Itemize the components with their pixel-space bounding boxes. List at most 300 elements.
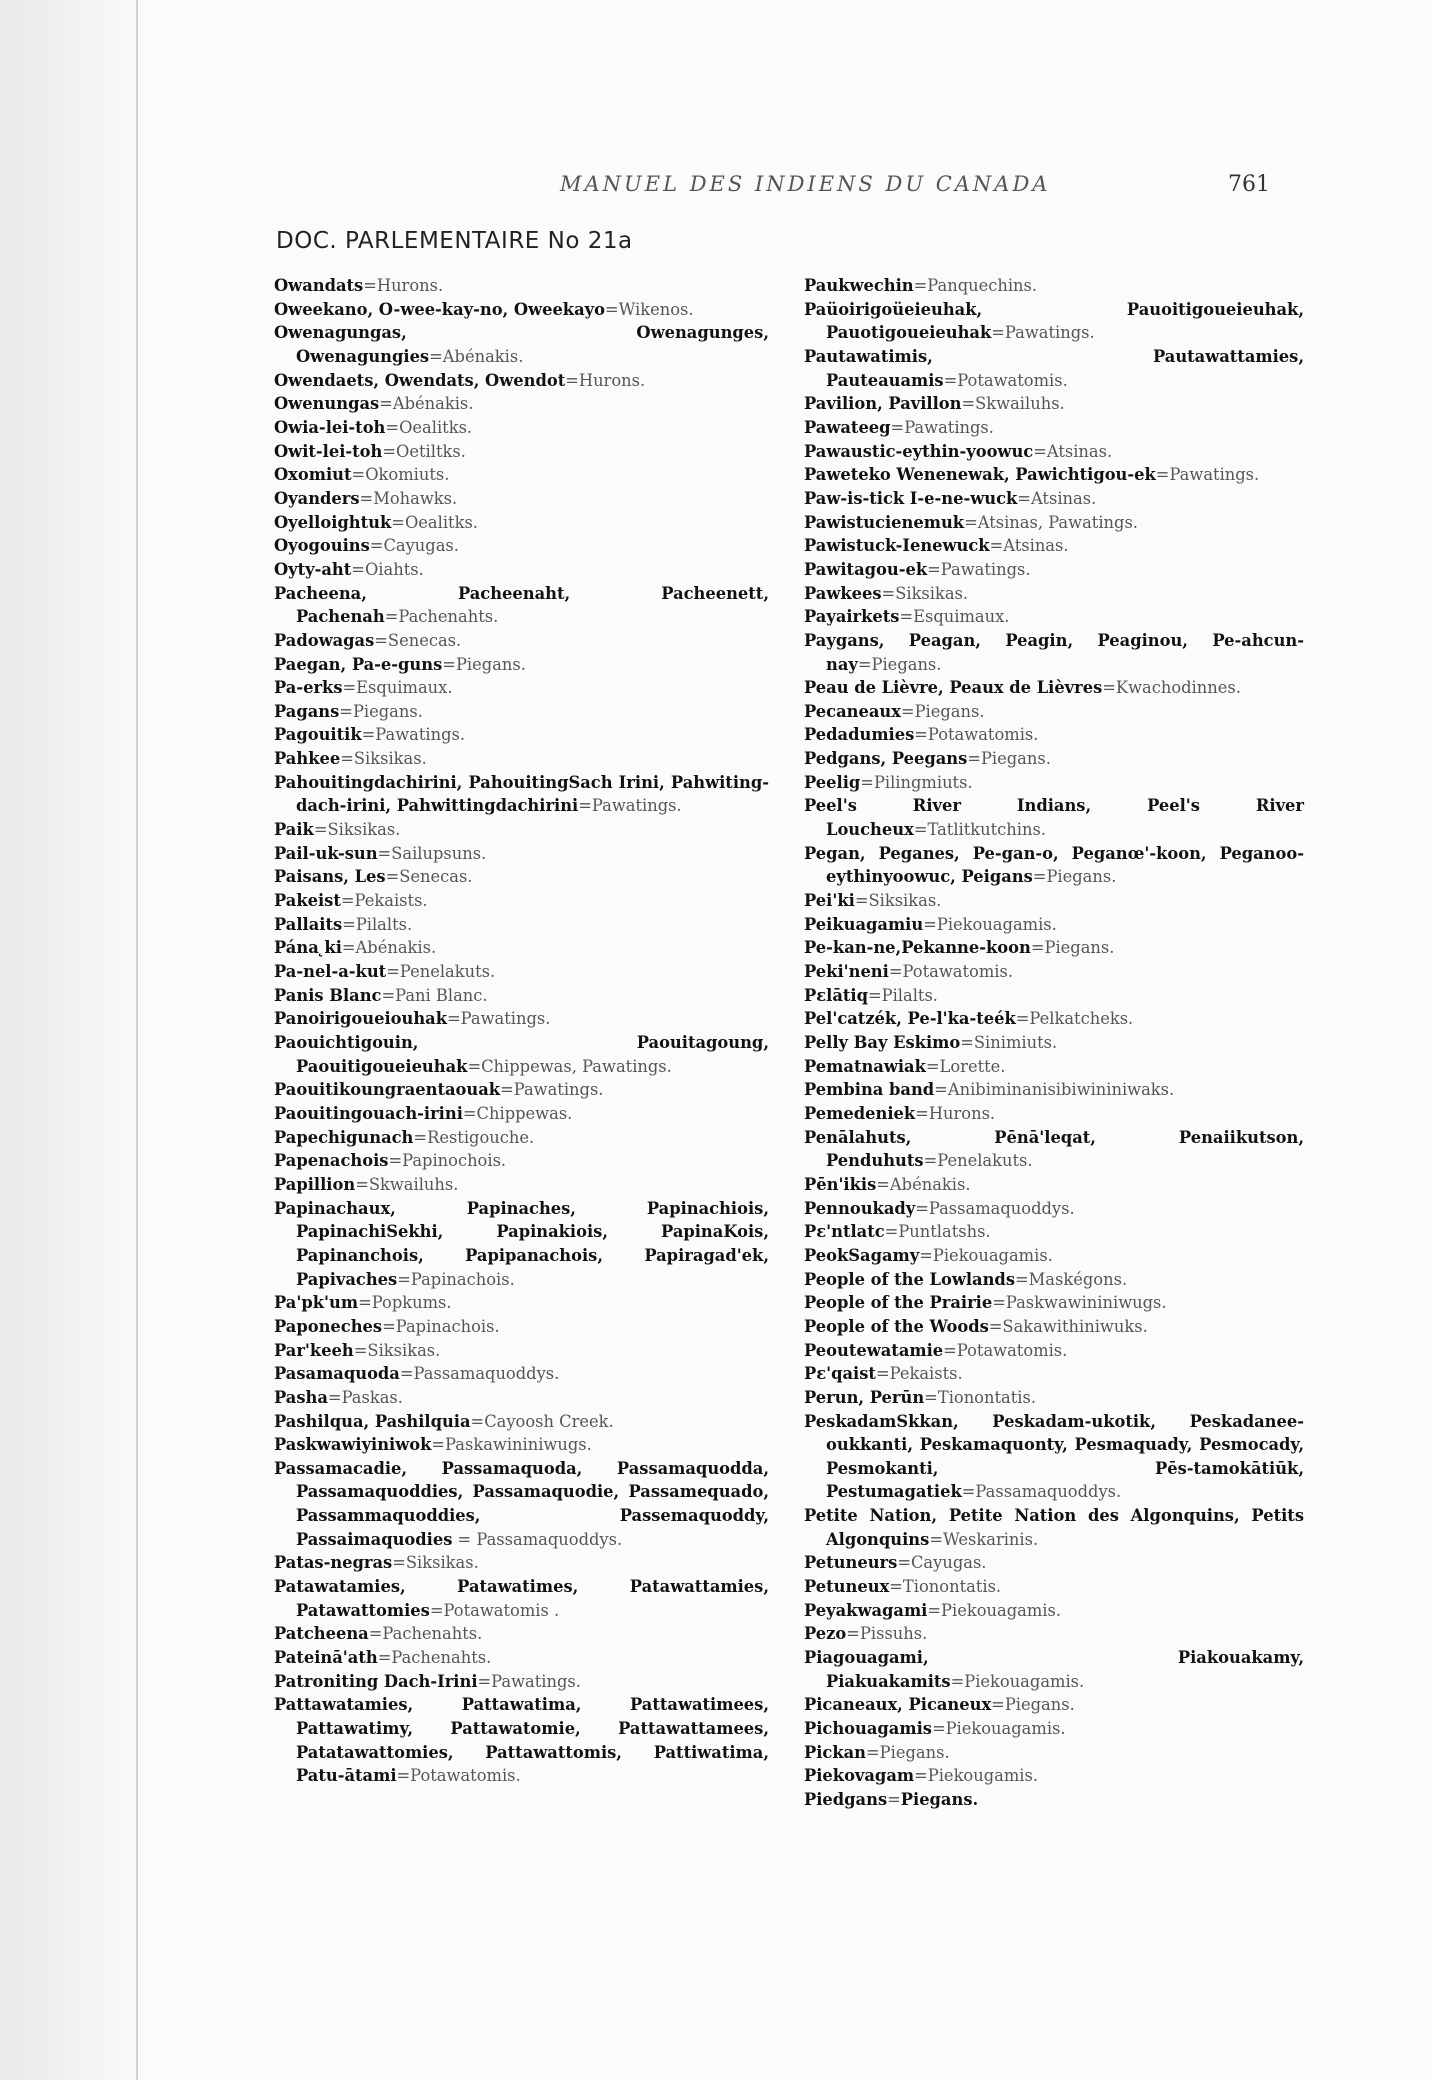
entry-reference: Potawatomis. <box>927 725 1039 745</box>
entry-term: Pa-erks <box>274 678 343 698</box>
entry-term: Peelig <box>804 772 861 792</box>
entry-term: Pawistucienemuk <box>804 512 965 532</box>
entry-term: Paüoirigoüeieuhak, Pauoitigoueieuhak, Pauotigoueieuhak <box>804 299 1304 343</box>
equals-sign: = <box>929 1529 943 1549</box>
index-entry <box>274 747 769 771</box>
equals-sign: = <box>351 465 366 485</box>
entry-term: Passamacadie, Passamaquoda, Passamaquodda, Passamaquoddies, Passamaquodie, Passamequado, Passammaquoddies, Passemaquoddy, Passaimaquodies <box>274 1458 769 1549</box>
equals-sign: = <box>875 1364 890 1384</box>
entry-term: Piekovagam <box>804 1766 915 1786</box>
entry-reference: Potawatomis. <box>410 1766 521 1786</box>
equals-sign: = <box>467 1056 482 1076</box>
index-entry <box>274 984 769 1008</box>
entry-term: Patroniting Dach-Irini <box>274 1671 478 1691</box>
entry-reference: Chippewas, Pawatings. <box>481 1056 672 1076</box>
equals-sign: = <box>377 843 392 863</box>
equals-sign: = <box>388 1151 403 1171</box>
entry-term: Pavilion, Pavillon <box>804 394 962 414</box>
entry-term: Pemedeniek <box>804 1103 916 1123</box>
entry-term: Pawateeg <box>804 417 891 437</box>
index-entry <box>804 1717 1304 1741</box>
entry-reference: Abénakis. <box>355 938 437 958</box>
equals-sign: = <box>934 1080 948 1100</box>
entry-reference: Potawatomis. <box>957 370 1068 390</box>
equals-sign: = <box>379 394 393 414</box>
index-entry <box>804 1599 1304 1623</box>
entry-reference: Siksikas. <box>895 583 969 603</box>
index-entry <box>804 723 1304 747</box>
entry-reference: Sakawithiniwuks. <box>1002 1316 1148 1336</box>
entry-term: Pallaits <box>274 914 343 934</box>
index-entry <box>804 889 1304 913</box>
entry-reference: Puntlatshs. <box>898 1222 991 1242</box>
index-entry <box>804 416 1304 440</box>
entry-reference: Abénakis. <box>889 1174 971 1194</box>
entry-reference: Passamaquoddys. <box>476 1529 623 1549</box>
equals-sign: = <box>363 276 377 295</box>
equals-sign: = <box>991 323 1005 343</box>
equals-sign: = <box>452 1529 477 1549</box>
entry-reference: Mohawks. <box>373 488 458 508</box>
entry-term: Pawitagou-ek <box>804 559 928 579</box>
index-entry <box>274 298 769 322</box>
equals-sign: = <box>857 654 872 674</box>
entry-reference: Popkums. <box>371 1293 452 1313</box>
equals-sign: = <box>1033 441 1047 461</box>
entry-reference: Pilalts. <box>355 914 413 934</box>
index-entry <box>804 1788 1304 1812</box>
equals-sign: = <box>854 891 869 911</box>
equals-sign: = <box>943 1340 957 1360</box>
entry-term: PeskadamSkkan, Peskadam-ukotik, Peskadanee-oukkanti, Peskamaquonty, Pesmaquady, Pesmocady, Pesmokanti, Pēs-tamokātiūk, Pestumagatiek <box>804 1411 1304 1502</box>
entry-reference: Senecas. <box>399 867 473 887</box>
index-entry <box>274 534 769 558</box>
entry-term: Owit-lei-toh <box>274 441 383 461</box>
entry-term: Owia-lei-toh <box>274 417 386 437</box>
equals-sign: = <box>351 559 365 579</box>
equals-sign: = <box>897 1553 911 1573</box>
entry-term: Oxomiut <box>274 465 352 485</box>
index-entry <box>804 1622 1304 1646</box>
index-entry <box>804 392 1304 416</box>
equals-sign: = <box>961 1482 976 1502</box>
entry-reference: Esquimaux. <box>356 678 453 698</box>
entry-term: Pematnawiak <box>804 1056 926 1076</box>
entry-reference: Siksikas. <box>367 1340 441 1360</box>
entry-term: Pautawatimis, Pautawattamies, Pauteauamis <box>804 346 1304 390</box>
index-entry <box>274 653 769 677</box>
entry-reference: Abénakis. <box>392 394 474 414</box>
entry-term: Payairkets <box>804 607 900 627</box>
entry-term: Paskwawiyiniwok <box>274 1435 432 1455</box>
entry-reference: Weskarinis. <box>942 1529 1039 1549</box>
index-column-left <box>274 274 769 1788</box>
equals-sign: = <box>565 370 579 390</box>
entry-term: Pezo <box>804 1624 847 1644</box>
equals-sign: = <box>967 749 981 769</box>
index-entry <box>804 1102 1304 1126</box>
index-entry <box>804 1007 1304 1031</box>
page-number: 761 <box>1228 172 1270 197</box>
equals-sign: = <box>950 1671 965 1691</box>
equals-sign: = <box>391 512 405 532</box>
equals-sign: = <box>382 441 397 461</box>
index-entry <box>274 511 769 535</box>
index-entry <box>804 1055 1304 1079</box>
equals-sign: = <box>442 654 456 674</box>
equals-sign: = <box>353 1340 368 1360</box>
index-entry <box>804 842 1304 889</box>
index-entry <box>274 1173 769 1197</box>
entry-term: Pichouagamis <box>804 1719 932 1739</box>
entry-term: Petuneurs <box>804 1553 898 1573</box>
index-entry <box>274 1315 769 1339</box>
equals-sign: = <box>988 1316 1003 1336</box>
index-entry <box>274 1031 769 1078</box>
entry-term: Petuneux <box>804 1577 890 1597</box>
index-entry <box>804 1362 1304 1386</box>
index-entry <box>804 274 1304 298</box>
entry-term: Pickan <box>804 1742 867 1762</box>
entry-reference: Pilalts. <box>881 985 938 1005</box>
index-entry <box>804 1031 1304 1055</box>
entry-reference: Pachenahts. <box>398 607 499 627</box>
equals-sign: = <box>399 1364 414 1384</box>
entry-term: Oyogouins <box>274 536 370 556</box>
index-entry <box>804 1575 1304 1599</box>
index-entry <box>274 629 769 653</box>
equals-sign: = <box>342 914 356 934</box>
index-entry <box>274 865 769 889</box>
equals-sign: = <box>881 583 896 603</box>
entry-reference: Papinochois. <box>402 1151 507 1171</box>
index-entry <box>804 605 1304 629</box>
index-entry <box>274 1362 769 1386</box>
entry-reference: Chippewas. <box>476 1103 573 1123</box>
equals-sign: = <box>989 536 1004 556</box>
equals-sign: = <box>900 701 915 721</box>
entry-reference: Cayoosh Creek. <box>484 1411 614 1431</box>
index-entry <box>804 582 1304 606</box>
index-entry <box>804 676 1304 700</box>
index-entry <box>804 747 1304 771</box>
index-entry <box>804 440 1304 464</box>
entry-term: Pagouitik <box>274 725 362 745</box>
entry-term: Papillion <box>274 1174 356 1194</box>
entry-reference: Pekaists. <box>354 891 428 911</box>
entry-reference: Passamaquoddys. <box>975 1482 1122 1502</box>
entry-term: Papechigunach <box>274 1127 414 1147</box>
index-entry <box>274 700 769 724</box>
entry-reference: Piekouagamis. <box>964 1671 1085 1691</box>
index-entry <box>274 369 769 393</box>
entry-reference: Piekouagamis. <box>932 1245 1053 1265</box>
index-entry <box>804 984 1304 1008</box>
entry-reference: Hurons. <box>928 1103 996 1123</box>
equals-sign: = <box>327 1387 342 1407</box>
index-entry <box>274 558 769 582</box>
equals-sign: = <box>890 417 905 437</box>
entry-term: Paweteko Wenenewak, Pawichtigou-ek <box>804 465 1156 485</box>
entry-term: Paukwechin <box>804 276 914 295</box>
index-entry <box>804 1291 1304 1315</box>
equals-sign: = <box>397 1269 411 1289</box>
equals-sign: = <box>385 417 400 437</box>
entry-reference: Hurons. <box>578 370 646 390</box>
entry-reference: Pawatings. <box>491 1671 581 1691</box>
equals-sign: = <box>381 985 396 1005</box>
entry-term: Peau de Lièvre, Peaux de Lièvres <box>804 678 1103 698</box>
entry-reference: Pawatings. <box>904 417 994 437</box>
entry-reference: Piegans. <box>455 654 526 674</box>
index-entry <box>804 1220 1304 1244</box>
entry-reference: Pawatings. <box>1169 465 1260 485</box>
entry-reference: Papinachois. <box>395 1316 500 1336</box>
entry-term: Pawkees <box>804 583 882 603</box>
index-entry <box>274 723 769 747</box>
index-entry <box>274 1410 769 1434</box>
entry-reference: Pekaists. <box>889 1364 963 1384</box>
equals-sign: = <box>846 1624 860 1644</box>
equals-sign: = <box>961 394 976 414</box>
equals-sign: = <box>358 1293 372 1313</box>
entry-term: Pasha <box>274 1387 328 1407</box>
equals-sign: = <box>359 488 374 508</box>
index-entry <box>804 1315 1304 1339</box>
equals-sign: = <box>876 1174 890 1194</box>
entry-reference: Oiahts. <box>364 559 424 579</box>
entry-reference: Pawatings. <box>1004 323 1095 343</box>
equals-sign: = <box>964 512 978 532</box>
entry-term: People of the Lowlands <box>804 1269 1015 1289</box>
index-entry <box>274 1646 769 1670</box>
entry-reference: Oealitks. <box>399 417 473 437</box>
entry-reference: Kwachodinnes. <box>1115 678 1241 698</box>
entry-term: Pe-kan-ne,Pekanne-koon <box>804 938 1031 958</box>
entry-term: Pelly Bay Eskimo <box>804 1033 961 1052</box>
entry-reference: Pani Blanc. <box>395 985 488 1005</box>
entry-term: PeokSagamy <box>804 1245 920 1265</box>
entry-term: Pecaneaux <box>804 701 901 721</box>
entry-reference: Paskawininiwugs. <box>445 1435 592 1455</box>
entry-reference: Anibiminanisibiwininiwaks. <box>947 1080 1175 1100</box>
entry-term: Pa'pk'um <box>274 1293 359 1313</box>
equals-sign: = <box>923 914 937 934</box>
entry-reference: Restigouche. <box>427 1127 535 1147</box>
equals-sign: = <box>887 1790 901 1809</box>
equals-sign: = <box>914 1766 928 1786</box>
index-entry <box>274 1126 769 1150</box>
index-entry <box>274 1622 769 1646</box>
index-entry <box>274 1102 769 1126</box>
entry-reference: Piekouagamis. <box>945 1719 1066 1739</box>
equals-sign: = <box>413 1127 428 1147</box>
entry-reference: Cayugas. <box>910 1553 987 1573</box>
entry-reference: Panquechins. <box>927 276 1038 295</box>
entry-term: Piagouagami, Piakouakamy, Piakuakamits <box>804 1648 1304 1691</box>
equals-sign: = <box>339 701 353 721</box>
index-entry <box>274 1457 769 1552</box>
entry-reference: Lorette. <box>939 1056 1006 1076</box>
equals-sign: = <box>341 938 356 958</box>
entry-reference: Atsinas. <box>1030 488 1097 508</box>
index-entry <box>274 913 769 937</box>
index-entry <box>274 818 769 842</box>
entry-reference: Potawatomis. <box>956 1340 1068 1360</box>
entry-term: Papenachois <box>274 1151 389 1171</box>
entry-reference: Tionontatis. <box>902 1577 1002 1597</box>
running-title: MANUEL DES INDIENS DU CANADA <box>560 172 1051 196</box>
entry-term: Piedgans <box>804 1790 888 1809</box>
index-entry <box>274 274 769 298</box>
entry-reference: Piegans. <box>1004 1695 1075 1715</box>
equals-sign: = <box>913 276 928 295</box>
equals-sign: = <box>927 559 941 579</box>
index-entry <box>274 936 769 960</box>
entry-reference: Pilingmiuts. <box>873 772 973 792</box>
entry-term: Pɛ'qaist <box>804 1364 876 1384</box>
entry-reference: Wikenos. <box>618 299 694 319</box>
entry-term: Penālahuts, Pēnā'leqat, Penaiikutson, Penduhuts <box>804 1127 1304 1171</box>
equals-sign: = <box>884 1222 899 1242</box>
equals-sign: = <box>462 1103 477 1123</box>
index-entry <box>804 1386 1304 1410</box>
equals-sign: = <box>313 820 328 840</box>
entry-reference: Pachenahts. <box>391 1648 492 1668</box>
entry-term: Pattawatamies, Pattawatima, Pattawatimees, Pattawatimy, Pattawatomie, Pattawattamees, Patatawattomies, Pattawattomis, Pattiwatima, Patu-ātami <box>274 1695 769 1786</box>
document-label: DOC. PARLEMENTAIRE No 21a <box>276 228 633 254</box>
entry-reference: Piegans. <box>914 701 985 721</box>
entry-term: Pɛ'ntlatc <box>804 1222 885 1242</box>
index-entry <box>274 842 769 866</box>
entry-term: Pacheena, Pacheenaht, Pacheenett, Pachenah <box>274 583 769 627</box>
entry-reference: Skwailuhs. <box>975 394 1065 414</box>
equals-sign: = <box>470 1411 485 1431</box>
entry-reference: Oealitks. <box>404 512 478 532</box>
index-entry <box>274 416 769 440</box>
index-entry <box>804 558 1304 582</box>
entry-reference: Piekouagamis. <box>941 1600 1061 1620</box>
equals-sign: = <box>429 346 443 366</box>
entry-reference: Piegans. <box>352 701 423 721</box>
equals-sign: = <box>382 1316 396 1336</box>
entry-reference: Paskwawininiwugs. <box>1005 1293 1167 1313</box>
entry-term: Pail-uk-sun <box>274 843 378 863</box>
entry-term: Panis Blanc <box>274 985 382 1005</box>
index-entry <box>804 960 1304 984</box>
equals-sign: = <box>915 1198 929 1218</box>
entry-reference: Atsinas, Pawatings. <box>977 512 1138 532</box>
equals-sign: = <box>1014 1269 1029 1289</box>
index-entry <box>274 440 769 464</box>
index-entry <box>804 1244 1304 1268</box>
equals-sign: = <box>374 630 388 650</box>
entry-term: People of the Woods <box>804 1316 989 1336</box>
entry-reference: Pawatings. <box>940 559 1031 579</box>
entry-term: Paegan, Pa-e-guns <box>274 654 443 674</box>
entry-term: Oyelloightuk <box>274 512 392 532</box>
equals-sign: = <box>386 962 400 982</box>
entry-reference: Papinachois. <box>410 1269 515 1289</box>
entry-term: Pakeist <box>274 891 341 911</box>
entry-reference: Atsinas. <box>1046 441 1113 461</box>
equals-sign: = <box>340 891 355 911</box>
index-entry <box>274 1291 769 1315</box>
equals-sign: = <box>477 1671 492 1691</box>
index-entry <box>804 534 1304 558</box>
entry-term: Pembina band <box>804 1080 935 1100</box>
equals-sign: = <box>914 725 928 745</box>
entry-term: Pána ̨ki <box>274 938 342 958</box>
index-entry <box>274 1149 769 1173</box>
equals-sign: = <box>919 1245 933 1265</box>
index-entry <box>274 1433 769 1457</box>
entry-term: Peoutewatamie <box>804 1340 944 1360</box>
entry-term: Peki'neni <box>804 962 889 982</box>
index-entry <box>274 1670 769 1694</box>
entry-term: Papinachaux, Papinaches, Papinachiois, PapinachiSekhi, Papinakiois, PapinaKois, Papinanchois, Papipanachois, Papiragad'ek, Papivaches <box>274 1198 769 1289</box>
index-entry <box>804 1197 1304 1221</box>
equals-sign: = <box>369 536 384 556</box>
equals-sign: = <box>1032 867 1047 887</box>
entry-term: Pagans <box>274 701 340 721</box>
entry-term: Peyakwagami <box>804 1600 928 1620</box>
entry-term: Par'keeh <box>274 1340 354 1360</box>
equals-sign: = <box>377 1648 392 1668</box>
index-column-right <box>804 274 1304 1812</box>
entry-reference: Pissuhs. <box>859 1624 928 1644</box>
entry-term: Petite Nation, Petite Nation des Algonquins, Petits Algonquins <box>804 1506 1304 1549</box>
entry-term: Owandats <box>274 276 364 295</box>
equals-sign: = <box>867 985 882 1005</box>
equals-sign: = <box>447 1009 461 1029</box>
entry-term: Paouitingouach-irini <box>274 1103 463 1123</box>
entry-term: Pēn'ikis <box>804 1174 877 1194</box>
index-entry <box>804 913 1304 937</box>
equals-sign: = <box>429 1600 444 1620</box>
entry-reference: Pawatings. <box>460 1009 551 1029</box>
entry-term: Oyty-aht <box>274 559 352 579</box>
entry-term: Paouichtigouin, Paouitagoung, Paouitigoueieuhak <box>274 1033 769 1076</box>
equals-sign: = <box>991 1695 1005 1715</box>
equals-sign: = <box>915 1103 929 1123</box>
entry-reference: Siksikas. <box>327 820 401 840</box>
index-entry <box>274 1693 769 1788</box>
equals-sign: = <box>860 772 874 792</box>
equals-sign: = <box>431 1435 446 1455</box>
entry-term: Patawatamies, Patawatimes, Patawattamies, Patawattomies <box>274 1577 769 1620</box>
entry-term: Pa-nel-a-kut <box>274 962 387 982</box>
entry-reference: Pelkatcheks. <box>1029 1009 1134 1029</box>
index-entry <box>804 1268 1304 1292</box>
entry-term: Pennoukady <box>804 1198 916 1218</box>
entry-reference: Piegans. <box>980 749 1051 769</box>
entry-term: Pasamaquoda <box>274 1364 400 1384</box>
equals-sign: = <box>604 299 619 319</box>
index-entry <box>274 1197 769 1292</box>
entry-reference: Skwailuhs. <box>368 1174 459 1194</box>
entry-term: Oweekano, O-wee-kay-no, Oweekayo <box>274 299 605 319</box>
entry-reference: Abénakis. <box>442 346 524 366</box>
equals-sign: = <box>340 749 354 769</box>
index-entry <box>274 463 769 487</box>
index-entry <box>804 298 1304 345</box>
equals-sign: = <box>924 1387 938 1407</box>
index-entry <box>274 771 769 818</box>
index-entry <box>274 1007 769 1031</box>
index-entry <box>274 889 769 913</box>
entry-term: Peel's River Indians, Peel's River Loucheux <box>804 796 1304 840</box>
